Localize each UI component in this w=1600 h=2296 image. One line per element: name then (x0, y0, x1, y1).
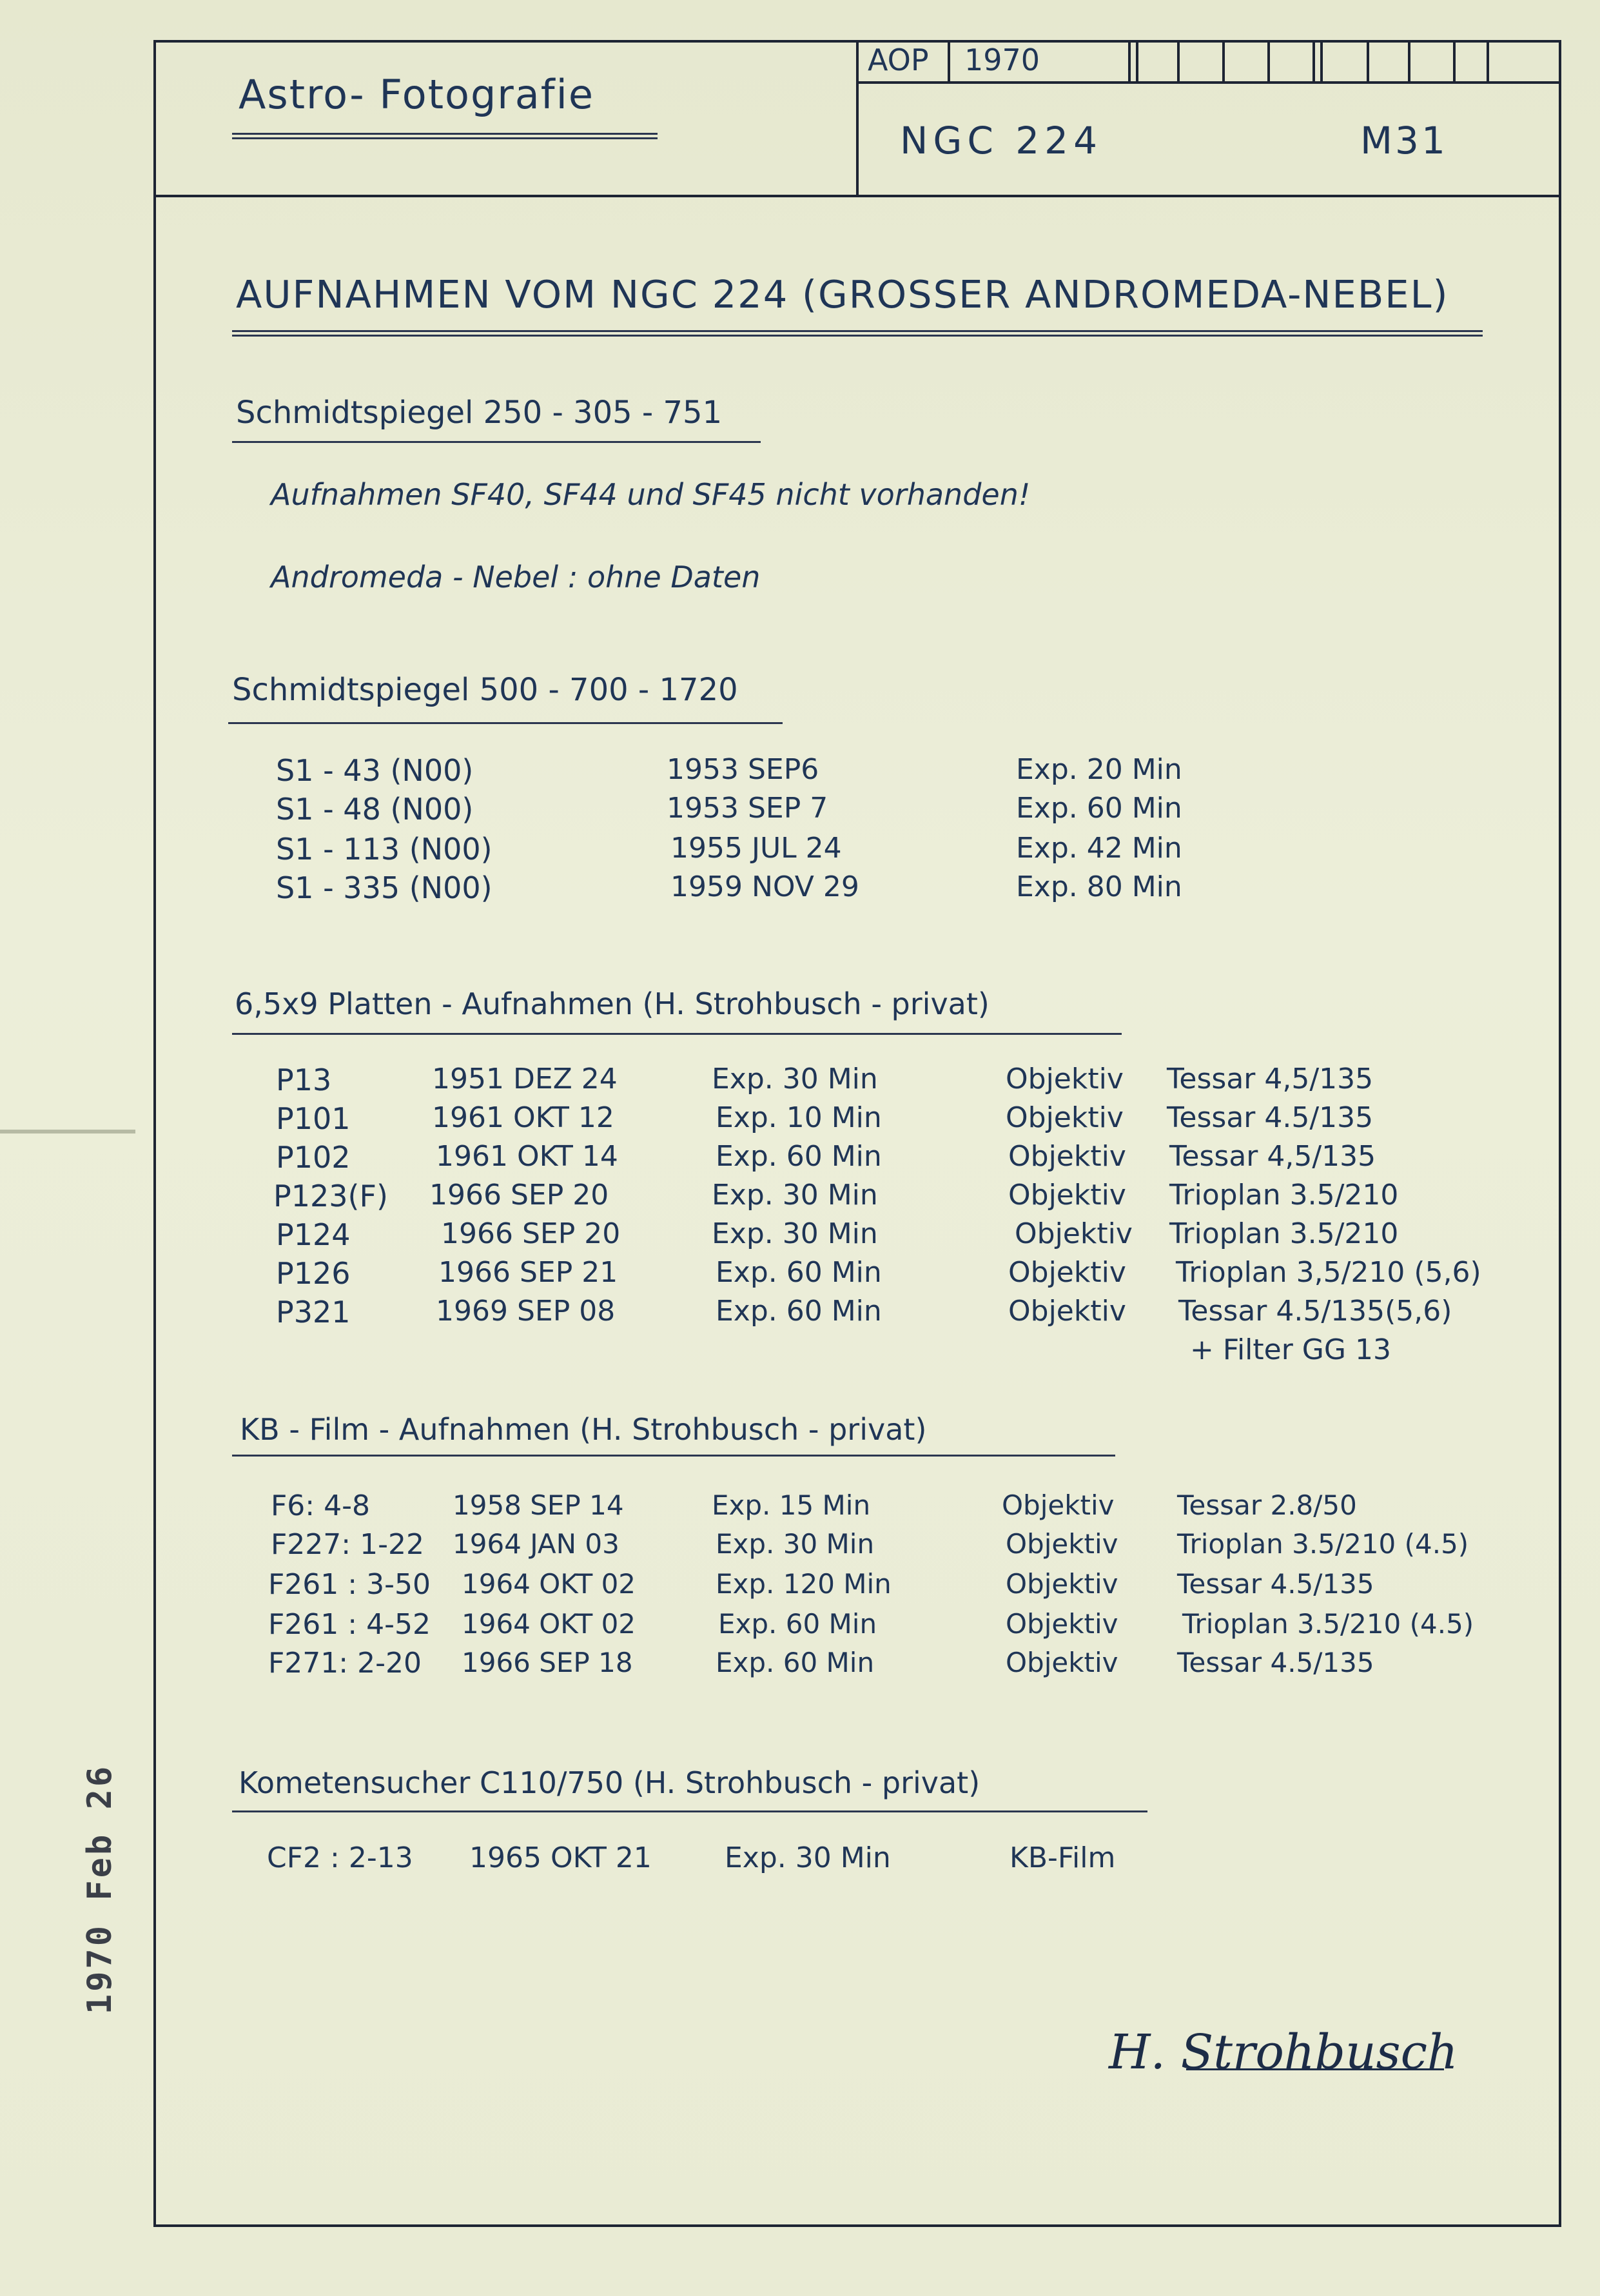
section-underline (232, 1455, 1115, 1457)
cell-date: 1961 OKT 12 (432, 1101, 614, 1134)
cell-exposure: Exp. 60 Min (716, 1647, 875, 1678)
cell-lens-label: Objektiv (1006, 1063, 1124, 1095)
cell-film: F261 : 4-52 (268, 1608, 431, 1641)
header-divider (856, 40, 859, 197)
table-row (0, 1568, 1600, 1607)
section-heading: Kometensucher C110/750 (H. Strohbusch - privat) (239, 1765, 980, 1800)
cell-plate: P13 (276, 1063, 332, 1097)
table-row (0, 1101, 1600, 1140)
cell-lens-label: Objektiv (1008, 1179, 1126, 1212)
table-row (0, 1217, 1600, 1256)
messier-id: M31 (1360, 119, 1448, 162)
cell-lens: Tessar 4.5/135 (1177, 1568, 1374, 1600)
cell-date: 1966 SEP 21 (438, 1256, 618, 1289)
object-id: NGC 224 (900, 119, 1102, 162)
table-row (0, 1179, 1600, 1217)
title-underline (232, 330, 1483, 337)
table-row (0, 792, 1600, 830)
cell-exposure: Exp. 30 Min (712, 1179, 878, 1212)
cell-date: 1955 JUL 24 (670, 832, 842, 865)
cell-film: F227: 1-22 (271, 1528, 424, 1561)
cell-film: F261 : 3-50 (268, 1568, 431, 1601)
cell-exposure: Exp. 15 Min (712, 1489, 871, 1521)
cell-lens: Tessar 4.5/135 (1167, 1101, 1374, 1134)
cell-exposure: Exp. 30 Min (725, 1841, 891, 1874)
cell-date: 1964 OKT 02 (462, 1608, 636, 1640)
section-heading: Schmidtspiegel 500 - 700 - 1720 (232, 672, 738, 708)
cell-exposure: Exp. 60 Min (718, 1608, 877, 1640)
table-row (0, 753, 1600, 792)
cell-lens-label: Objektiv (1006, 1647, 1118, 1678)
signature: H. Strohbusch (1109, 2025, 1458, 2080)
section-underline (228, 722, 783, 724)
cell-plate: P124 (276, 1217, 351, 1252)
header-grid-cell (1487, 43, 1489, 81)
cell-date: 1951 DEZ 24 (432, 1063, 618, 1095)
header-grid-cell (1267, 43, 1270, 81)
cell-exposure: Exp. 20 Min (1016, 753, 1182, 786)
cell-lens-label: Objektiv (1006, 1608, 1118, 1640)
cell-date: 1958 SEP 14 (453, 1489, 624, 1521)
cell-exposure: Exp. 10 Min (716, 1101, 882, 1134)
cell-plate: P126 (276, 1256, 351, 1291)
cell-plate: S1 - 335 (N00) (276, 870, 493, 905)
cell-date: 1969 SEP 08 (436, 1295, 616, 1328)
cell-date: 1959 NOV 29 (670, 870, 859, 903)
section-heading: 6,5x9 Platten - Aufnahmen (H. Strohbusch - privat) (235, 986, 990, 1021)
cell-lens-label: Objektiv (1002, 1489, 1115, 1521)
signature-stroke (1186, 2068, 1444, 2070)
cell-exposure: Exp. 120 Min (716, 1568, 892, 1600)
header-grid-cell (1128, 43, 1131, 81)
cell-date: 1964 JAN 03 (453, 1528, 620, 1560)
header-grid-cell (1136, 43, 1138, 81)
cell-exposure: Exp. 30 Min (716, 1528, 875, 1560)
header-grid-cell (1312, 43, 1315, 81)
page-title: AUFNAHMEN VOM NGC 224 (GROSSER ANDROMEDA-NEBEL) (236, 272, 1449, 317)
cell-lens: Trioplan 3.5/210 (4.5) (1182, 1608, 1474, 1640)
cell-lens-label: Objektiv (1006, 1101, 1124, 1134)
cell-exposure: Exp. 30 Min (712, 1063, 878, 1095)
cell-plate: S1 - 48 (N00) (276, 792, 474, 827)
section-underline (232, 1033, 1122, 1035)
table-row (0, 1528, 1600, 1567)
cell-exposure: Exp. 30 Min (712, 1217, 878, 1250)
cell-plate: P321 (276, 1295, 351, 1330)
header-grid-rule (856, 81, 1561, 84)
header-grid-cell (1177, 43, 1180, 81)
header-grid-cell (1408, 43, 1410, 81)
table-row (0, 1489, 1600, 1528)
table-row (0, 1295, 1600, 1333)
header-grid-cell (1222, 43, 1225, 81)
cell-film: F6: 4-8 (271, 1489, 370, 1522)
cell-date: 1966 SEP 20 (441, 1217, 621, 1250)
cell-date: 1961 OKT 14 (436, 1140, 618, 1173)
cell-date: 1966 SEP 20 (429, 1179, 609, 1212)
table-row (0, 1647, 1600, 1685)
cell-date: 1965 OKT 21 (469, 1841, 652, 1874)
section-underline (232, 1810, 1147, 1812)
header-grid-cell (948, 43, 950, 81)
cell-date: 1964 OKT 02 (462, 1568, 636, 1600)
cell-plate: P123(F) (273, 1179, 388, 1213)
table-row (0, 1256, 1600, 1295)
section-underline (232, 441, 761, 443)
table-row (0, 870, 1600, 909)
cell-lens: Trioplan 3.5/210 (1169, 1179, 1399, 1212)
cell-exposure: Exp. 80 Min (1016, 870, 1182, 903)
cell-plate: S1 - 43 (N00) (276, 753, 474, 788)
cell-exposure: Exp. 60 Min (716, 1295, 882, 1328)
cell-date: 1953 SEP 7 (667, 792, 828, 825)
cell-lens: Trioplan 3.5/210 (4.5) (1177, 1528, 1469, 1560)
cell-lens: Trioplan 3,5/210 (5,6) (1176, 1256, 1481, 1289)
cell-lens: Tessar 4.5/135(5,6) (1178, 1295, 1452, 1328)
header-grid-cell (1320, 43, 1323, 81)
cell-lens: Tessar 4,5/135 (1167, 1063, 1374, 1095)
section-heading: KB - Film - Aufnahmen (H. Strohbusch - privat) (240, 1412, 927, 1447)
cell-date: 1953 SEP6 (667, 753, 819, 786)
cell-lens-label: Objektiv (1008, 1295, 1126, 1328)
cell-film: CF2 : 2-13 (267, 1841, 413, 1874)
table-row (0, 1841, 1600, 1880)
cell-lens: Tessar 4.5/135 (1177, 1647, 1374, 1678)
cell-date: 1966 SEP 18 (462, 1647, 633, 1678)
aop-year: 1970 (964, 43, 1040, 77)
cell-plate: S1 - 113 (N00) (276, 832, 493, 867)
cell-exposure: Exp. 60 Min (1016, 792, 1182, 825)
date-stamp (71, 1763, 129, 2015)
subject-label: Astro- Fotografie (239, 71, 594, 118)
cell-film: F271: 2-20 (268, 1647, 422, 1680)
cell-lens-label: Objektiv (1008, 1140, 1126, 1173)
cell-lens-label: Objektiv (1006, 1528, 1118, 1560)
subject-underline (232, 133, 658, 139)
cell-plate: P102 (276, 1140, 351, 1175)
aop-label: AOP (868, 43, 929, 77)
cell-medium: KB-Film (1010, 1841, 1116, 1874)
section-note: Aufnahmen SF40, SF44 und SF45 nicht vorhanden! (271, 477, 1031, 512)
filter-note: + Filter GG 13 (1190, 1333, 1391, 1366)
header-grid-cell (1453, 43, 1456, 81)
table-row (0, 1140, 1600, 1179)
cell-plate: P101 (276, 1101, 351, 1136)
table-row (0, 832, 1600, 870)
cell-lens-label: Objektiv (1006, 1568, 1118, 1600)
cell-lens: Trioplan 3.5/210 (1169, 1217, 1399, 1250)
header-grid-cell (1367, 43, 1369, 81)
cell-exposure: Exp. 60 Min (716, 1256, 882, 1289)
cell-lens: Tessar 2.8/50 (1177, 1489, 1357, 1521)
cell-lens: Tessar 4,5/135 (1169, 1140, 1376, 1173)
date-stamp-text: 1970 Feb 26 (81, 1763, 119, 2015)
cell-exposure: Exp. 60 Min (716, 1140, 882, 1173)
cell-lens-label: Objektiv (1008, 1256, 1126, 1289)
table-row (0, 1063, 1600, 1101)
section-note: Andromeda - Nebel : ohne Daten (271, 560, 761, 594)
section-heading: Schmidtspiegel 250 - 305 - 751 (236, 395, 723, 431)
cell-exposure: Exp. 42 Min (1016, 832, 1182, 865)
table-row (0, 1608, 1600, 1647)
cell-lens-label: Objektiv (1015, 1217, 1133, 1250)
